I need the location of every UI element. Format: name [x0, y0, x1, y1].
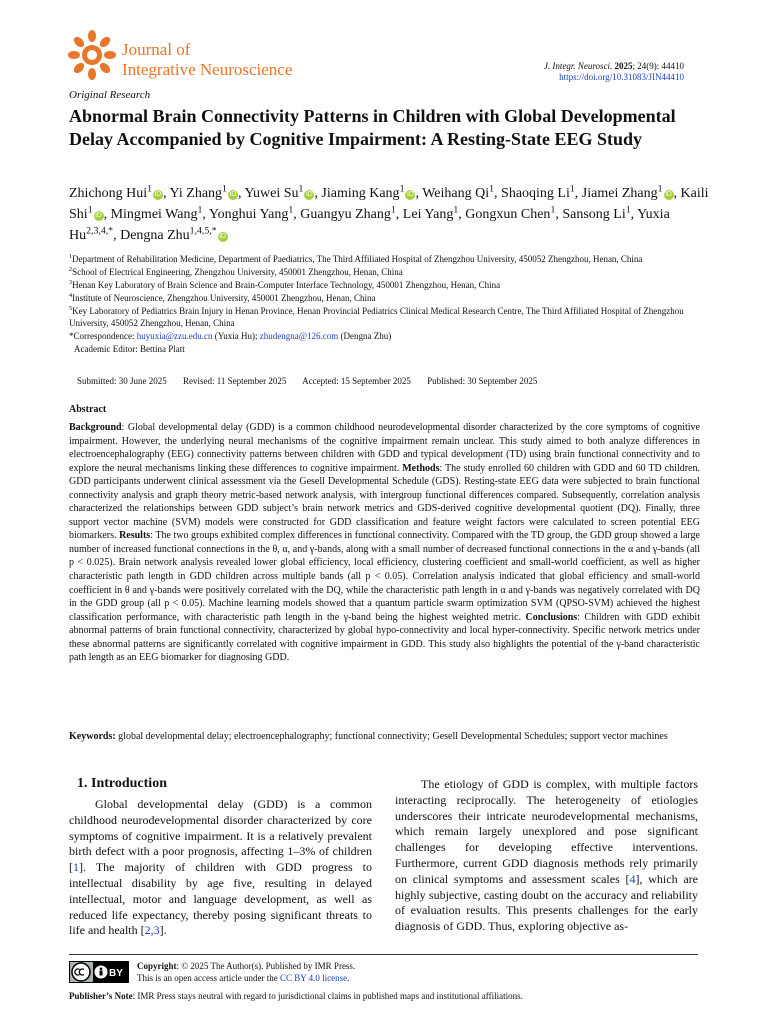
- intro-right-column: The etiology of GDD is complex, with multiple factors interacting reciprocally. The heterogeneity of etiologies underscores their intricate neurodevelopmental mechanisms, which remain largely unexplored and pose significant challenges for developing effective interventions. Furthermore, current GDD diagnosis methods rely primarily on clinical symptoms and assessment scales [4], which are highly subjective, casting doubt on the accuracy and reliability of evaluation results. This presents challenges for the early diagnosis of GDD. Thus, exploring objective as-: [395, 777, 698, 934]
- orcid-icon[interactable]: iD: [665, 191, 672, 198]
- doi-link[interactable]: https://doi.org/10.31083/JIN44410: [559, 72, 684, 82]
- affiliation-3: $^3$Henan Key Laboratory of Brain Science and Brain-Computer Interface Technology, 450001 Zhengzhou, Henan, China: [69, 278, 501, 290]
- copyright-notice: Copyright: © 2025 The Author(s). Published by IMR Press. This is an open access article under the CC BY 4.0 license.: [137, 961, 356, 983]
- article-dates: [77, 376, 551, 386]
- author-affiliation-marker: 1,4,5,*: [189, 225, 217, 237]
- author-affiliation-marker: 1: [625, 204, 631, 216]
- author-affiliation-marker: 1: [569, 183, 575, 195]
- affiliations: [69, 254, 709, 356]
- section-heading-introduction: 1. Introduction: [77, 776, 167, 791]
- author-name: Jiaming Kang: [321, 186, 400, 201]
- author-affiliation-marker: 1: [298, 183, 304, 195]
- date-revised: Revised: 11 September 2025: [183, 376, 287, 386]
- author-name: Kaili Shi: [69, 186, 709, 222]
- author-affiliation-marker: 1: [390, 204, 396, 216]
- orcid-icon[interactable]: iD: [154, 191, 162, 198]
- keywords-text: global developmental delay; electroencephalography; functional connectivity; Gesell Developmental Schedules; support vector machines: [115, 731, 668, 742]
- affiliation-2: $^2$School of Electrical Engineering, Zhengzhou University, 450001 Zhengzhou, Henan, China: [69, 265, 403, 277]
- keywords: [69, 730, 700, 744]
- journal-logo-icon: [68, 30, 116, 80]
- author-affiliation-marker: 1: [489, 183, 495, 195]
- ref-link-1[interactable]: 1: [73, 860, 79, 875]
- author-name: Guangyu Zhang: [300, 207, 391, 222]
- affiliation-5: $^5$Key Laboratory of Pediatrics Brain Injury in Henan Province, Henan Provincial Pediatrics Clinical Medical Research Centre, The Third Affiliated Hospital of Zhengzhou University, 450052 Zhengzhou, Henan, China: [69, 304, 684, 328]
- author-affiliation-marker: 2,3,4,*: [86, 225, 114, 237]
- author-list: Zhichong Hui$^1$iD , Yi Zhang$^1$iD , Yuwei Su$^1$iD , Jiaming Kang$^1$iD , Weihang Qi$^1$, Shaoqing Li$^1$, Jiamei Zhang$^1$iD , Kaili Shi$^1$iD , Mingmei Wang$^1$, Yonghui Yang$^1$, Guangyu Zhang$^1$, Lei Yang$^1$, Gongxun Chen$^1$, Sansong Li$^1$, Yuxia $Hu^{2,3,4,*}$, Dengna Zhu$^{1,4,5,*}$iD: [69, 183, 709, 243]
- author-name: Yuxia Hu: [69, 207, 670, 243]
- academic-editor: Academic Editor: Bettina Platt: [74, 343, 185, 354]
- email-link-2[interactable]: zhudengna@126.com: [259, 330, 339, 341]
- license-link[interactable]: CC BY 4.0 license: [279, 972, 348, 983]
- author-name: Mingmei Wang: [110, 207, 198, 222]
- author-affiliation-marker: 1: [222, 183, 227, 195]
- author-affiliation-marker: 1: [399, 183, 405, 195]
- author-affiliation-marker: 1: [147, 183, 153, 195]
- abstract-body: Background: Global developmental delay (GDD) is a common childhood neurodevelopmental disorder characterized by the core symptoms of cognitive impairment. However, the underlying neural mechanisms of the cognitive impairment remain unclear. This study aimed to both analyze differences in electroencephalography (EEG) connectivity patterns between children with GDD and typical development (TD) using brain functional connectivity and to explore the neural mechanisms linking these differences to cognitive impairment. Methods: The study enrolled 60 children with GDD and 60 TD children. GDD participants underwent clinical assessment via the Gesell Developmental Schedule (GDS). Resting-state EEG data were subjected to brain functional connectivity analysis and graph theory metric-based network analysis, with intergroup functional differences compared. Subsequently, correlation analysis characterized the relationships between GDD subject’s brain network metrics and GDS-derived cognitive developmental quotient (DQ). Finally, three support vector machine (SVM) models were constructed for GDD classification and feature weight factors were calculated to screen potential EEG biomarkers. Results: The two groups exhibited complex differences in functional connectivity. Compared with the TD group, the GDD group showed a large number of increased functional connections in the θ, α, and γ-bands, along with a small number of decreased functional connections in the α and γ-bands (all p < 0.025). Brain network analysis revealed lower global efficiency, local efficiency, clustering coefficient and small-world coefficient, as well as higher characteristic path length in GDD children across multiple bands (all p < 0.05). Correlation analysis indicated that global efficiency and small-world coefficient in θ and γ-bands were positively correlated with the DQ, while the characteristic path length in α and γ-bands was negatively correlated with DQ in the GDD group (all p < 0.05). Machine learning models showed that a quantum particle swarm optimization SVM (QPSO-SVM) achieved the highest classification performance, with characteristic path length in the γ-band being the highest weighted metric. Conclusions: Children with GDD exhibit abnormal patterns of brain functional connectivity, characterized by global hypo-connectivity and local hyper-connectivity. Specific network metrics under these abnormal patterns are significantly correlated with cognitive impairment in GDD. This study also highlights the potential of the γ-band characteristic path length as an EEG biomarker for diagnosing GDD.: [69, 422, 700, 664]
- keywords-label: Keywords:: [69, 731, 116, 742]
- author-affiliation-marker: 1: [550, 204, 556, 216]
- date-accepted: Accepted: 15 September 2025: [302, 376, 411, 386]
- author-name: Yuwei Su: [244, 186, 299, 201]
- intro-left-column: Global developmental delay (GDD) is a common childhood neurodevelopmental disorder characterized by core symptoms of cognitive impairment. It is a relatively prevalent birth defect with a poor prognosis, affecting 1–3% of children [1]. The majority of children with GDD progress to intellectual disability by age five, resulting in delayed intellectual, motor and language development, as well as reduced life expectancy, thereby posing significant threats to life and health [2,3].: [69, 797, 372, 938]
- citation-volume: ; 24(9): 44410: [632, 61, 684, 71]
- svg-text:BY: BY: [109, 968, 123, 979]
- author-name: Jiamei Zhang: [581, 186, 658, 201]
- email-link-1[interactable]: huyuxia@zzu.edu.cn: [136, 330, 213, 341]
- correspondence: *Correspondence: huyuxia@zzu.edu.cn (Yuxia Hu); zhudengna@126.com (Dengna Zhu): [69, 330, 392, 341]
- author-affiliation-marker: 1: [657, 183, 663, 195]
- author-name: Shaoqing Li: [501, 186, 570, 201]
- orcid-icon[interactable]: iD: [407, 191, 414, 198]
- author-name: Lei Yang: [402, 207, 454, 222]
- author-name: Sansong Li: [562, 207, 626, 222]
- affiliation-4: $^4$Institute of Neuroscience, Zhengzhou University, 450001 Zhengzhou, Henan, China: [69, 291, 376, 303]
- orcid-icon[interactable]: iD: [95, 212, 102, 219]
- author-name: Gongxun Chen: [465, 207, 551, 222]
- author-name: Weihang Qi: [422, 186, 490, 201]
- ref-link-2-3[interactable]: 2,3: [144, 923, 160, 938]
- author-affiliation-marker: 1: [197, 204, 203, 216]
- author-affiliation-marker: 1: [87, 204, 93, 216]
- author-name: Zhichong Hui: [69, 186, 148, 201]
- article-title: Abnormal Brain Connectivity Patterns in Children with Global Developmental Delay Accompanied by Cognitive Impairment: A Resting-State EEG Study: [69, 106, 676, 149]
- affiliation-1: $^1$Department of Rehabilitation Medicine, Department of Paediatrics, The Third Affiliated Hospital of Zhengzhou University, 450052 Zhengzhou, Henan, China: [69, 253, 643, 264]
- author-affiliation-marker: 1: [288, 204, 294, 216]
- journal-name-line2: Integrative Neuroscience: [122, 60, 293, 79]
- author-name: Yonghui Yang: [208, 207, 289, 222]
- journal-name-line1: Journal of: [122, 40, 191, 59]
- journal-name: [122, 40, 292, 80]
- publisher-note: Publisher’s Note: IMR Press stays neutral with regard to jurisdictional claims in published maps and institutional affiliations.: [69, 991, 523, 1001]
- ref-link-4[interactable]: 4: [629, 871, 636, 886]
- footer-divider: [69, 954, 698, 955]
- orcid-icon[interactable]: iD: [229, 191, 237, 198]
- orcid-icon[interactable]: iD: [306, 191, 313, 198]
- cc-by-license-icon[interactable]: [69, 961, 129, 983]
- author-name: Dengna Zhu: [120, 228, 190, 243]
- orcid-icon[interactable]: iD: [219, 233, 226, 240]
- author-name: Yi Zhang: [169, 186, 223, 201]
- citation: [544, 61, 684, 83]
- section-label: Original Research: [69, 89, 151, 101]
- author-affiliation-marker: 1: [453, 204, 459, 216]
- date-published: Published: 30 September 2025: [427, 376, 538, 386]
- citation-journal: J. Integr. Neurosci.: [543, 61, 613, 71]
- abstract-heading: Abstract: [69, 404, 107, 415]
- date-submitted: Submitted: 30 June 2025: [77, 376, 167, 386]
- citation-year: 2025: [614, 61, 633, 71]
